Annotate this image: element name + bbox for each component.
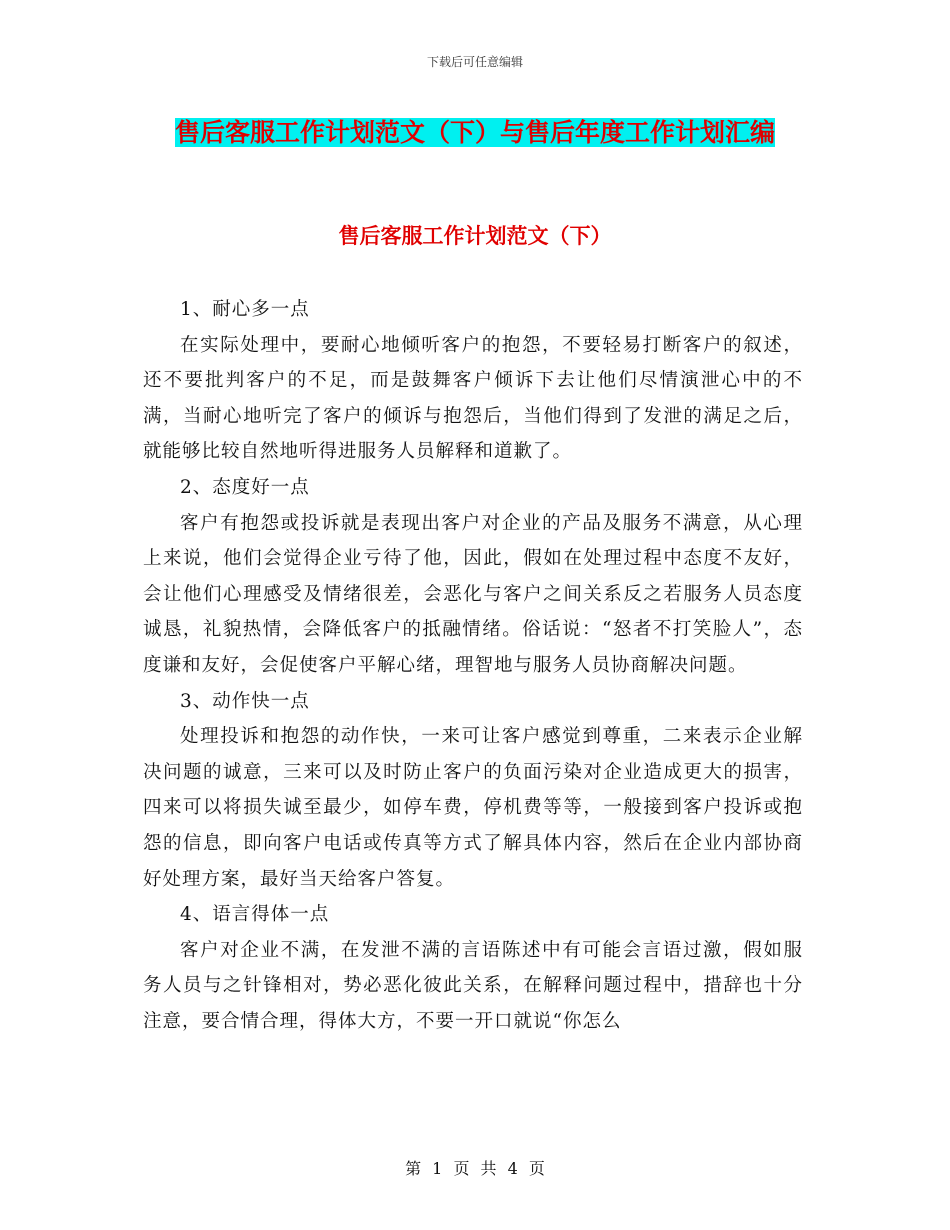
section-title: 售后客服工作计划范文（下） [338, 223, 612, 248]
document-body [143, 292, 803, 1039]
paragraph: 处理投诉和抱怨的动作快，一来可让客户感觉到尊重，二来表示企业解决问题的诚意，三来可以及时防止客户的负面污染对企业造成更大的损害，四来可以将损失诚至最少，如停车费，停机费等等，一般接到客户投诉或抱怨的信息，即向客户电话或传真等方式了解具体内容，然后在企业内部协商好处理方案，最好当天给客户答复。 [143, 726, 803, 890]
paragraph: 3、动作快一点 [180, 690, 310, 712]
document-title-text: 售后客服工作计划范文（下）与售后年度工作计划汇编 [174, 118, 775, 147]
paragraph: 客户对企业不满，在发泄不满的言语陈述中有可能会言语过激，假如服务人员与之针锋相对，势必恶化彼此关系，在解释问题过程中，措辞也十分注意，要合情合理，得体大方，不要一开口就说“你怎么 [143, 939, 803, 1032]
page-number: 第 1 页 共 4 页 [405, 1159, 545, 1178]
paragraph: 客户有抱怨或投诉就是表现出客户对企业的产品及服务不满意，从心理上来说，他们会觉得企业亏待了他，因此，假如在处理过程中态度不友好，会让他们心理感受及情绪很差，会恶化与客户之间关系反之若服务人员态度诚恳，礼貌热情，会降低客户的抵融情绪。俗话说：“怒者不打笑脸人”，态度谦和友好，会促使客户平解心绪，理智地与服务人员协商解决问题。 [143, 512, 803, 676]
paragraph: 在实际处理中，要耐心地倾听客户的抱怨，不要轻易打断客户的叙述，还不要批判客户的不足，而是鼓舞客户倾诉下去让他们尽情演泄心中的不满，当耐心地听完了客户的倾诉与抱怨后，当他们得到了发泄的满足之后，就能够比较自然地听得进服务人员解释和道歉了。 [143, 334, 803, 463]
header-note: 下载后可任意编辑 [426, 55, 523, 69]
paragraph: 4、语言得体一点 [180, 904, 330, 926]
document-title [140, 110, 810, 156]
paragraph: 2、态度好一点 [180, 476, 310, 498]
paragraph: 1、耐心多一点 [180, 299, 310, 320]
